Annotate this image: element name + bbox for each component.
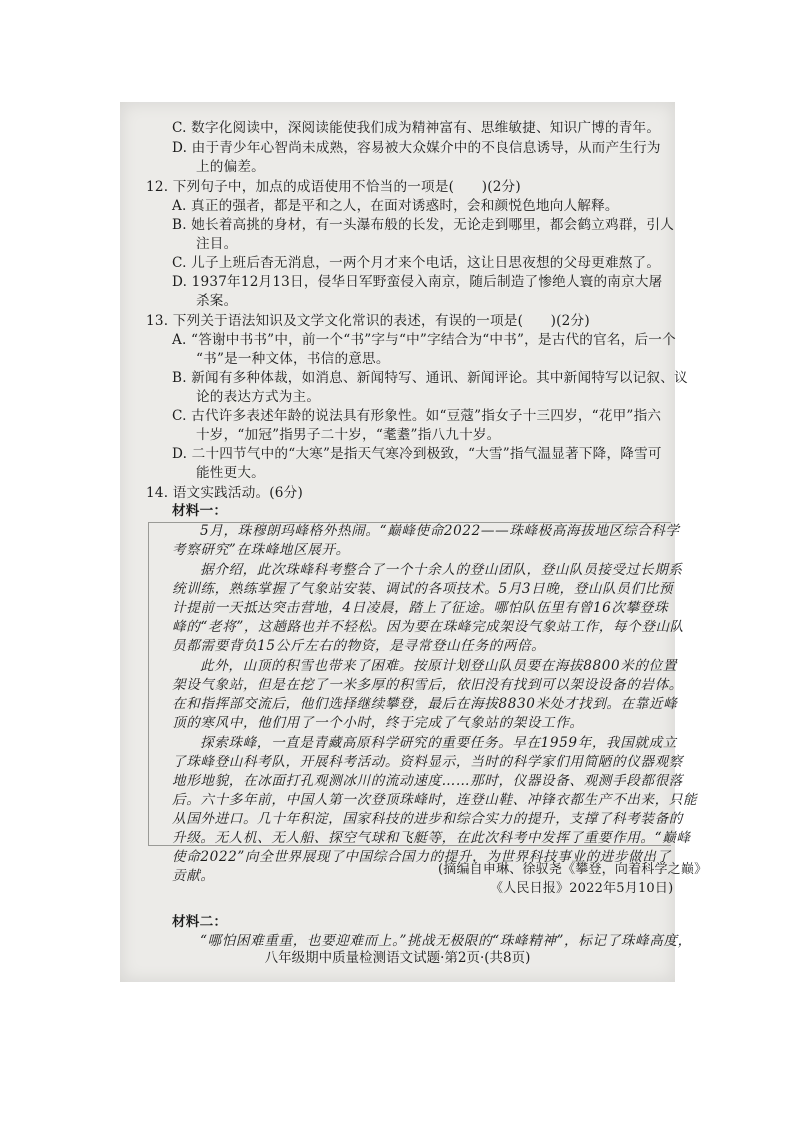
passage-line: 使命2022”向全世界展现了中国综合国力的提升，为世界科技事业的进步做出了	[172, 849, 671, 865]
passage-line: 5月，珠穆朗玛峰格外热闹。“巅峰使命2022——珠峰极高海拔地区综合科学	[200, 523, 680, 539]
option-b-q13: B. 新闻有多种体裁，如消息、新闻特写、通讯、新闻评论。其中新闻特写以记叙、议	[172, 370, 688, 386]
passage-line: 员都需要背负15公斤左右的物资，是寻常登山任务的两倍。	[172, 638, 546, 654]
option-d-q13-cont: 能性更大。	[196, 465, 265, 481]
option-c-q12: C. 儿子上班后杳无消息，一两个月才来个电话，这让日思夜想的父母更难熬了。	[172, 255, 661, 271]
passage-line: 此外，山顶的积雪也带来了困难。按原计划登山队员要在海拔8800米的位置	[200, 658, 677, 674]
question-14: 14. 语文实践活动。(6分)	[146, 485, 303, 501]
passage-line: 架设气象站，但是在挖了一米多厚的积雪后，依旧没有找到可以架设设备的岩体。	[172, 677, 683, 693]
option-d-q11-cont: 上的偏差。	[196, 159, 265, 175]
passage-line: 了珠峰登山科考队，开展科考活动。资料显示，当时的科学家们用简陋的仪器观察	[172, 754, 683, 770]
option-d-q11: D. 由于青少年心智尚未成熟，容易被大众媒介中的不良信息诱导，从而产生行为	[172, 140, 661, 156]
passage-line: 从国外进口。几十年积淀，国家科技的进步和综合实力的提升，支撑了科考装备的	[172, 811, 683, 827]
option-b-q12: B. 她长着高挑的身材，有一头瀑布般的长发，无论走到哪里，都会鹤立鸡群，引人	[172, 217, 675, 233]
passage-line: 顶的寒风中，他们用了一个小时，终于完成了气象站的架设工作。	[172, 715, 584, 731]
passage-line: 升级。无人机、无人船、探空气球和飞艇等，在此次科考中发挥了重要作用。“巅峰	[172, 830, 691, 846]
source-citation: (摘编自申琳、徐驭尧《攀登，向着科学之巅》	[438, 862, 708, 877]
passage-line: 后。六十多年前，中国人第一次登顶珠峰时，连登山鞋、冲锋衣都生产不出来，只能	[172, 792, 698, 808]
material-2-line: “哪怕困难重重，也要迎难而上。”挑战无极限的“珠峰精神”，标记了珠峰高度，	[200, 933, 692, 949]
option-a-q13: A. “答谢中书书”中，前一个“书”字与“中”字结合为“中书”，是古代的官名，后一个	[172, 332, 676, 348]
option-c-q13: C. 古代许多表述年龄的说法具有形象性。如“豆蔻”指女子十三四岁，“花甲”指六	[172, 408, 662, 424]
option-b-q13-cont: 论的表达方式为主。	[196, 389, 321, 405]
passage-line: 贡献。	[172, 868, 215, 884]
question-13: 13. 下列关于语法知识及文学文化常识的表述，有误的一项是( )(2分)	[146, 313, 590, 329]
source-citation-date: 《人民日报》2022年5月10日)	[490, 881, 674, 896]
scanned-exam-page	[120, 102, 708, 982]
option-b-q12-cont: 注目。	[196, 236, 238, 252]
page-footer: 八年级期中质量检测语文试题·第2页·(共8页)	[264, 950, 531, 966]
option-c-q13-cont: 十岁，“加冠”指男子二十岁，“耄耋”指八九十岁。	[196, 427, 501, 443]
option-c-q11: C. 数字化阅读中，深阅读能使我们成为精神富有、思维敏捷、知识广博的青年。	[172, 120, 661, 136]
question-12: 12. 下列句子中，加点的成语使用不恰当的一项是( )(2分)	[146, 179, 521, 195]
option-a-q12: A. 真正的强者，都是平和之人，在面对诱惑时，会和颜悦色地向人解释。	[172, 198, 619, 214]
option-d-q12-cont: 杀案。	[196, 293, 238, 309]
option-a-q13-cont: “书”是一种文体，书信的意思。	[196, 351, 390, 367]
passage-line: 计提前一天抵达突击营地，4日凌晨，踏上了征途。哪怕队伍里有曾16次攀登珠	[172, 600, 669, 616]
passage-line: 地形地貌，在冰面打孔观测冰川的流动速度……那时，仪器设备、观测手段都很落	[172, 773, 683, 789]
material-1-title: 材料一：	[172, 503, 228, 519]
passage-line: 峰的“老将”，这趟路也并不轻松。因为要在珠峰完成架设气象站工作，每个登山队	[172, 619, 684, 635]
passage-line: 在和指挥部交流后，他们选择继续攀登，最后在海拔8830米处才找到。在靠近峰	[172, 696, 678, 712]
passage-line: 探索珠峰，一直是青藏高原科学研究的重要任务。早在1959年，我国就成立	[200, 735, 677, 751]
material-2-title: 材料二：	[172, 914, 228, 930]
option-d-q12: D. 1937年12月13日，侵华日军野蛮侵入南京，随后制造了惨绝人寰的南京大屠	[172, 274, 663, 290]
passage-line: 统训练，熟练掌握了气象站安装、调试的各项技术。5月3日晚，登山队员们比预	[172, 581, 674, 597]
passage-line: 据介绍，此次珠峰科考整合了一个十余人的登山团队，登山队员接受过长期系	[200, 562, 683, 578]
option-d-q13: D. 二十四节气中的“大寒”是指天气寒冷到极致，“大雪”指气温显著下降，降雪可	[172, 446, 662, 462]
passage-line: 考察研究”在珠峰地区展开。	[172, 542, 350, 558]
